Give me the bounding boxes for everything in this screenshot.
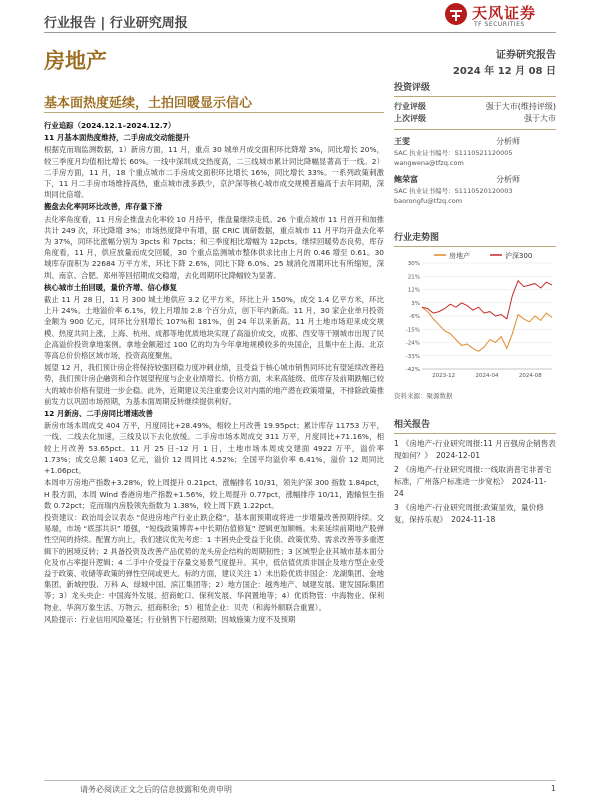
y-tick-label: -6%: [409, 314, 420, 320]
report-body: [44, 120, 384, 626]
related-report-item[interactable]: [394, 502, 556, 526]
legend-label: 房地产: [449, 252, 470, 260]
rating-value: 强于大市: [524, 114, 556, 123]
ref-date: 2024-11-24: [394, 477, 547, 498]
section-heading: 11 月基本面热度维持，二手房成交动能提升: [44, 133, 190, 143]
rating-row-industry: [394, 101, 556, 113]
refs-divider: [394, 433, 556, 434]
header-divider: [44, 32, 556, 33]
rating-divider: [394, 96, 556, 97]
analyst-email[interactable]: baorongfu@tfzq.com: [394, 197, 463, 205]
x-tick-label: 2024-08: [518, 373, 542, 379]
paragraph: 风险提示：行业信用风险蔓延；行业销售下行超预期；因城施策力度不及预期: [44, 614, 296, 624]
related-report-item[interactable]: [394, 464, 556, 500]
section-heading: 行业追踪（2024.12.1–2024.12.7）: [44, 121, 176, 130]
rating-row-prev: [394, 113, 556, 125]
analyst-email[interactable]: wangwena@tfzq.com: [394, 159, 464, 167]
y-tick-label: 3%: [411, 300, 420, 307]
ref-title: 《房地产-行业研究周报:11 月百强房企销售表现如何？》: [394, 439, 556, 460]
sidebar: [394, 80, 556, 528]
logo-mark-icon: [444, 2, 468, 26]
x-tick-label: 2023-12: [432, 373, 456, 379]
section-heading: 12 月新房、二手房同比增速改善: [44, 409, 153, 419]
related-report-item[interactable]: [394, 438, 556, 462]
paragraph: 新房市场本周成交 404 万平，月度同比+28.49%，相较上月改善 19.95pct；累计库存 11753 万平，一线、二线去化加速，三线及以下去化放缓。二手房市场本周成交 311 万平，月度同比+71.16%，相较上月改善 53.65pct。11 月 25 日–12 月 1 日，土地市场本周成交建面 4922 万平，溢价率 1.73%；成交总额 1403 亿元，溢价 12 周同比 4.52%；全国平均溢价率 6.41%，溢价 12 周同比+1.06pct。: [44, 421, 384, 476]
ref-date: 2024-12-01: [435, 451, 481, 460]
paragraph: 本周申万房地产指数+3.28%，较上周提升 0.21pct，涨幅排名 10/31，领先沪深 300 指数 1.84pct，H 股方面，本周 Wind 香港房地产指数+1.56%，较上周提升 0.77pct，涨幅排序 10/11，跑输恒生指数 0.72pct；克而瑞内房股领先指数为 1.38%，较上周下跌 1.22pct。: [44, 478, 384, 510]
refs-heading: 相关报告: [394, 420, 431, 430]
analyst-divider: [394, 129, 556, 130]
x-tick-label: 2024-04: [475, 373, 499, 379]
chart-source: 资料来源：聚源数据: [394, 392, 453, 400]
series-line: [422, 281, 552, 319]
legend-label: 沪深300: [505, 252, 533, 260]
footer-disclaimer[interactable]: 请务必阅读正文之后的信息披露和免责申明: [80, 785, 232, 794]
rating-value: 强于大市(维持评级): [485, 102, 556, 111]
report-title: 基本面热度延续，土拍回暖显示信心: [44, 96, 253, 111]
y-tick-label: -15%: [405, 327, 420, 334]
chart-heading: 行业走势图: [394, 233, 440, 243]
y-tick-label: 21%: [407, 274, 420, 281]
industry-trend-chart: [394, 249, 556, 389]
paragraph: 去化率角度看，11 月房企推盘去化率较 10 月持平，推盘量继续走低。26 个重点城市 11 月首开和加推共计 249 次，环比降增 3%；市场热度降中有增，据 CRIC 调研数据，重点城市 11 月平均开盘去化率为 37%，同环比涨幅分别为 3pcts 和 7pcts；和三季度相比增幅为 12pcts。继续回暖势态良势，库存角度看，11 月，供应放量而成交回暖，30 个重点监测城市整体供求比由上月的 0.46 增至 0.61。30 城库存面积为 22684 万平方米，环比下降 2.6%，同比下降 6.0%。25 城消化周期环比有所缩短，深圳、南京、合肥、郑州等回招期成交稳增，去化周期环比降幅较为显著。: [44, 214, 384, 280]
sector-title: 房地产: [44, 49, 107, 73]
ref-number: 3: [394, 503, 399, 512]
report-category: 行业报告 | 行业研究周报: [44, 16, 188, 31]
ref-number: 1: [394, 439, 399, 448]
logo-subtext: TF SECURITIES: [474, 21, 525, 28]
y-tick-label: -33%: [405, 353, 420, 360]
rating-label: 上次评级: [394, 114, 426, 123]
paragraph: 截止 11 月 28 日，11 月 300 城土地供应 3.2 亿平方米，环比上升 150%，成交 1.4 亿平方米，环比上升 24%。土地溢价率 6.1%，较上月增加 2.8 个百分点，创下年内新高。11 月，30 家企业单月投资金额为 900 亿元，同环比分别增长 107%和 181%，创 24 年以来新高。11 月土地市场迎来成交规模、热度共同上涨，上海、杭州、成都等地优质地块实现了高溢价成交，成都、西安等干刚城市出现了民企高溢价投资拿地案例。拿地金额超过 100 亿的均为今年拿地规模较多的央国企，且集中在上海、北京等高总价价格区域市场，投资高度聚焦。: [44, 295, 384, 361]
footer-divider: [44, 780, 556, 781]
analyst-role: 分析师: [496, 175, 520, 184]
report-date: 2024 年 12 月 08 日: [452, 66, 556, 77]
analyst-cert: SAC 执业证书编号：S1110521120005: [394, 149, 513, 157]
y-tick-label: 30%: [407, 261, 420, 267]
analyst-name: 鲍荣富: [394, 175, 418, 184]
ref-title: 《房地产-行业研究周报:一线取消普宅非普宅标准，广州落户标准进一步宽松》: [394, 465, 552, 486]
analyst-cert: SAC 执业证书编号：S1110520120003: [394, 187, 513, 195]
analyst-block: [394, 136, 556, 168]
section-heading: 核心城市土拍回暖，量价齐增、信心修复: [44, 282, 178, 292]
paragraph: 投资建议：政治局会议表态 “促进房地产行业止跌企稳”，基本面预期或将进一步增量改善预期持续。交易端，市场 “底部共识” 增强，“短线政策博弈+中长期估值修复” 逻辑更加顺畅。未来延续前期地产股弹性空间的持续。配置方向上，我们建议优先考虑：1 丰困央企受益于化债、政策优势、需求改善等多重逻辑下的困境反转；2 具备投资及改善产品优势的龙头房企结构的周期韧性；3 区域型企业其城市基本面分化及市占率提升逻辑；4 二手中介受益于存量交易景气度提升。其中，低估值优质非国企及地方型企业受益于政策、收储等政策的弹性空间或更大。标的方面，建议关注 1）未出险优质非国企：龙湖集团、金地集团、新城控股、万科 A、绿城中国、滨江集团等；2）地方国企：越秀地产、城建发展、建发国际集团等；3）龙头央企：中国海外发展、招商蛇口、保利发展、华润置地等；4）优质物管：中海物业、保利物业、华润万象生活、万物云、招商积余；5）租赁企业：贝壳（和海外顺联合重置）。: [44, 512, 384, 612]
rating-heading: 投资评级: [394, 83, 431, 93]
rating-label: 行业评级: [394, 102, 426, 111]
brand-logo: [444, 0, 564, 30]
y-tick-label: -24%: [405, 340, 420, 347]
analyst-name: 王雯: [394, 137, 410, 146]
analyst-block: [394, 174, 556, 206]
logo-text: 天风证券: [472, 4, 537, 22]
report-type: 证券研究报告: [496, 50, 556, 61]
chart-divider: [394, 246, 556, 247]
page-number: 1: [550, 784, 556, 793]
ref-title: 《房地产-行业研究周报:政策显效，量价修复，保持乐观》: [394, 503, 544, 524]
analyst-role: 分析师: [496, 137, 520, 146]
y-tick-label: -42%: [405, 367, 420, 373]
refs-list: [394, 438, 556, 526]
paragraph: 根据克而瑞监测数据，1）新房方面，11 月，重点 30 城单月成交面积环比降增 3%，同比增长 20%，较三季度月均值相比增长 60%。一线中深圳成交热度高，二三线城市累计同比降幅显著高于一线。2）二手房方面，11 月，18 个重点城市二手房成交面积环比增长 16%，同比增长 33%。一系列政策刺激下，11 月二手房市场维持高热，重点城市涨多跌少，京沪深等核心城市成交规模普遍高于去年同期，深圳同比倍增。: [44, 145, 384, 200]
ref-date: 2024-11-18: [451, 515, 496, 524]
paragraph: 展望 12 月，我们预计房企将保持较强回稳力度冲刺业绩，且受益于核心城市销售同环比有望延续改善趋势，我们预计房企融资和合作展望程度与企业业绩增长。价格方面，未来高能级、低库存及前期跌幅已较大的城市价格有望进一步企稳。此外，近期建议关注重要会议对内需的地产潜在政策增量，不排除政策推前发力以巩固市场预期，为基本面周期反转继续提供利好。: [44, 363, 384, 406]
title-divider: [44, 112, 384, 113]
ref-number: 2: [394, 465, 399, 474]
y-tick-label: 12%: [407, 287, 420, 294]
section-heading: 搬盘去化率同环比改善，库存量下滑: [44, 202, 163, 212]
